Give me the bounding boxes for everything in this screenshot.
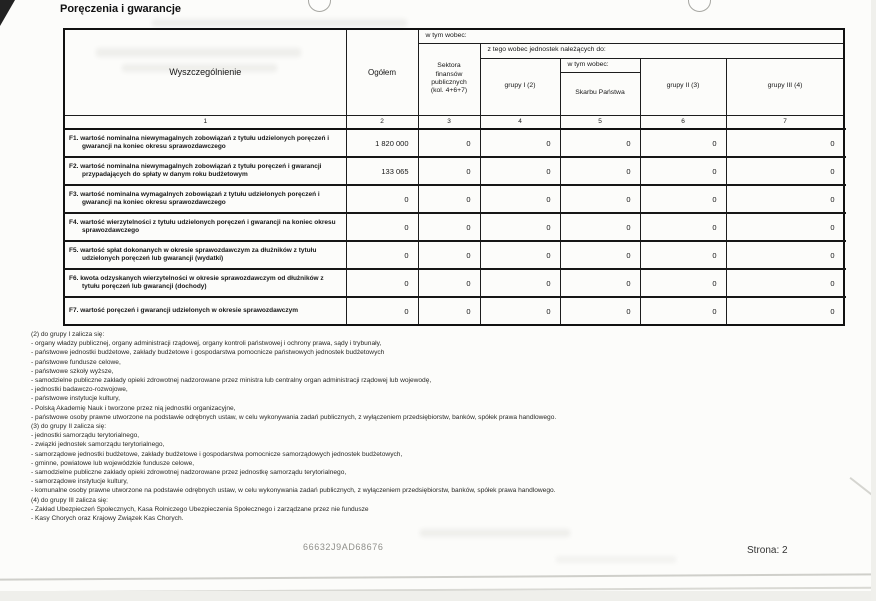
cell-value: 0 — [560, 297, 640, 325]
col-header-group-2: grupy II (3) — [640, 58, 726, 115]
cell-value: 0 — [640, 241, 726, 269]
page-edge-shadow — [871, 0, 876, 601]
cell-value: 0 — [418, 269, 480, 297]
col-header-specification: Wyszczególnienie — [64, 29, 346, 115]
cell-value: 0 — [560, 213, 640, 241]
cell-value: 0 — [418, 241, 480, 269]
cell-value: 0 — [726, 213, 844, 241]
cell-value: 0 — [480, 241, 560, 269]
table-row-f6 — [64, 269, 844, 297]
cell-value: 0 — [346, 213, 418, 241]
cell-value: 0 — [726, 185, 844, 213]
cell-value: 0 — [640, 157, 726, 185]
cell-value: 0 — [418, 185, 480, 213]
col-number: 7 — [726, 115, 844, 129]
document-code: 66632J9AD68676 — [303, 542, 384, 552]
col-header-group-3: grupy III (4) — [726, 58, 844, 115]
page-title: Poręczenia i gwarancje — [60, 3, 182, 15]
column-number-row — [64, 115, 844, 129]
row-label: F1. wartość nominalna niewymagalnych zobowiązań z tytułu udzielonych poręczeń i gwarancji na koniec okresu sprawozdawczego — [64, 129, 346, 157]
cell-value: 0 — [480, 185, 560, 213]
table-row-f1 — [64, 129, 844, 157]
scan-corner-artifact — [0, 0, 15, 26]
col-header-total: Ogółem — [346, 29, 418, 115]
cell-value: 0 — [726, 269, 844, 297]
bleed-through-artifact — [420, 529, 570, 537]
col-group-belonging-to: z tego wobec jednostek należących do: — [480, 43, 844, 58]
page-edge-line — [0, 573, 876, 580]
col-number: 3 — [418, 115, 480, 129]
cell-value: 0 — [560, 129, 640, 157]
cell-value: 0 — [726, 157, 844, 185]
col-header-public-finance-sector: Sektora finansów publicznych (kol. 4+6+7) — [418, 43, 480, 115]
bleed-through-artifact — [556, 556, 676, 563]
page-number: Strona: 2 — [747, 545, 788, 556]
cell-value: 1 820 000 — [346, 129, 418, 157]
cell-value: 0 — [640, 269, 726, 297]
col-number: 6 — [640, 115, 726, 129]
table-row-f7 — [64, 297, 844, 325]
col-number: 1 — [64, 115, 346, 129]
table-row-f5 — [64, 241, 844, 269]
col-header-group-1: grupy I (2) — [480, 58, 560, 115]
row-label: F2. wartość nominalna niewymagalnych zobowiązań z tytułu poręczeń i gwarancji przypadających do spłaty w danym roku budżetowym — [64, 157, 346, 185]
footnotes: (2) do grupy I zalicza się: - organy władzy publicznej, organy administracji rządowej, organy kontroli państwowej i ochrony prawa, sądy i trybunały, - państwowe jednostki budżetowe, zakłady budżetowe i gospodarstwa pomocnicze państwowych jednostek budżetowych - państwowe fundusze celowe, - państwowe szkoły wyższe, - samodzielne publiczne zakłady opieki zdrowotnej nadzorowane przez ministra lub centralny organ administracji rządowej lub wojewodę, - jednostki badawczo-rozwojowe, - państwowe instytucje kultury, - Polską Akademię Nauk i tworzone przez nią jednostki organizacyjne, - państwowe osoby prawne utworzone na podstawie odrębnych ustaw, w celu wykonywania zadań publicznych, z wyłączeniem przedsiębiorstw, banków, spółek prawa handlowego. (3) do grupy II zalicza się: - jednostki samorządu terytorialnego, - związki jednostek samorządu terytorialnego, - samorządowe jednostki budżetowe, zakłady budżetowe i gospodarstwa pomocnicze samorządowych jednostek budżetowych, - gminne, powiatowe lub wojewódzkie fundusze celowe, - samodzielne publiczne zakłady opieki zdrowotnej nadzorowane przez jednostkę samorządu terytorialnego, - samorządowe instytucje kultury, - komunalne osoby prawne utworzone na podstawie odrębnych ustaw, w celu wykonywania zadań publicznych, z wyłączeniem przedsiębiorstw, banków, spółek prawa handlowego. (4) do grupy III zalicza się: - Zakład Ubezpieczeń Społecznych, Kasa Rolniczego Ubezpieczenia Społecznego i zarządzane przez nie fundusze - Kasy Chorych oraz Krajowy Związek Kas Chorych. — [31, 331, 557, 523]
col-number: 4 — [480, 115, 560, 129]
cell-value: 0 — [346, 241, 418, 269]
cell-value: 0 — [560, 157, 640, 185]
cell-value: 0 — [640, 129, 726, 157]
col-subheader-in-this-towards: w tym wobec: — [560, 58, 640, 72]
cell-value: 0 — [560, 241, 640, 269]
cell-value: 0 — [640, 297, 726, 325]
bleed-through-artifact — [152, 19, 407, 27]
cell-value: 0 — [480, 297, 560, 325]
cell-value: 0 — [346, 269, 418, 297]
cell-value: 0 — [418, 157, 480, 185]
punch-hole-icon — [308, 0, 331, 12]
cell-value: 0 — [480, 157, 560, 185]
cell-value: 0 — [726, 241, 844, 269]
cell-value: 0 — [560, 269, 640, 297]
table-row-f2 — [64, 157, 844, 185]
cell-value: 0 — [346, 185, 418, 213]
cell-value: 0 — [640, 213, 726, 241]
cell-value: 0 — [480, 129, 560, 157]
cell-value: 0 — [418, 213, 480, 241]
col-header-state-treasury: Skarbu Państwa — [560, 72, 640, 115]
page-edge-shadow — [0, 591, 876, 601]
punch-hole-icon — [688, 0, 711, 12]
cell-value: 0 — [640, 185, 726, 213]
col-group-in-this-towards: w tym wobec: — [418, 29, 844, 43]
table-row-f3 — [64, 185, 844, 213]
cell-value: 133 065 — [346, 157, 418, 185]
cell-value: 0 — [480, 213, 560, 241]
table-row-f4 — [64, 213, 844, 241]
cell-value: 0 — [726, 297, 844, 325]
row-label: F4. wartość wierzytelności z tytułu udzielonych poręczeń i gwarancji na koniec okresu sprawozdawczego — [64, 213, 346, 241]
cell-value: 0 — [560, 185, 640, 213]
row-label: F3. wartość nominalna wymagalnych zobowiązań z tytułu udzielonych poręczeń i gwarancji na koniec okresu sprawozdawczego — [64, 185, 346, 213]
cell-value: 0 — [480, 269, 560, 297]
guarantees-table — [63, 28, 845, 326]
row-label: F7. wartość poręczeń i gwarancji udzielonych w okresie sprawozdawczym — [64, 297, 346, 325]
cell-value: 0 — [346, 297, 418, 325]
row-label: F5. wartość spłat dokonanych w okresie sprawozdawczym za dłużników z tytułu udzielonych poręczeń lub gwarancji (wydatki) — [64, 241, 346, 269]
col-number: 2 — [346, 115, 418, 129]
col-number: 5 — [560, 115, 640, 129]
row-label: F6. kwota odzyskanych wierzytelności w okresie sprawozdawczym od dłużników z tytułu poręczeń lub gwarancji (dochody) — [64, 269, 346, 297]
cell-value: 0 — [418, 297, 480, 325]
cell-value: 0 — [418, 129, 480, 157]
cell-value: 0 — [726, 129, 844, 157]
